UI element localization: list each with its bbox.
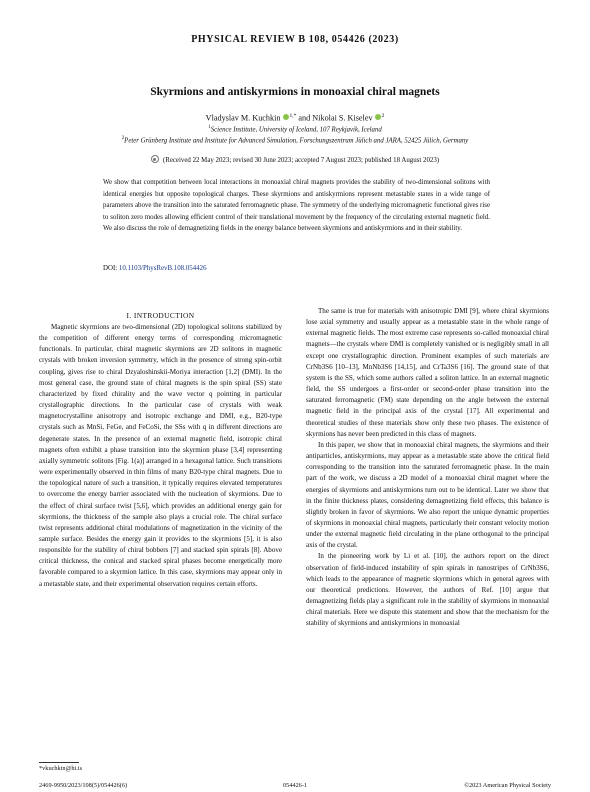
affiliation-2: [0, 136, 590, 144]
right-column: [306, 306, 549, 630]
author-list: [0, 113, 590, 123]
doi-label: DOI:: [103, 265, 118, 272]
footer-copyright: ©2023 American Physical Society: [464, 782, 551, 789]
author-affiliation-mark: 2: [381, 113, 385, 119]
doi-line: [103, 265, 207, 272]
orcid-icon[interactable]: [283, 114, 289, 120]
publication-history: [0, 155, 590, 164]
footnote-rule: [39, 762, 79, 763]
affiliation-mark: 1: [208, 125, 211, 130]
body-paragraph: In this paper, we show that in monoaxial chiral magnets, the skyrmions and their antiparticles, antiskyrmions, may appear as a metastable state above the critical field corresponding to the transition into the saturated ferromagnetic phase. In the main part of the work, we discuss a 2D model of a monoaxial chiral magnet where the energies of skyrmions and antiskyrmions turn out to be identical. Later we show that in the finite thickness plates, considering demagnetizing field effects, this balance is slightly broken in favor of skyrmions. We also report the unique dynamic properties of skyrmions in monoaxial chiral magnets, particularly their constant velocity motion under the external magnetic field circulating in the plane orthogonal to the principal axis of the crystal.: [306, 440, 549, 550]
author-name[interactable]: Vladyslav M. Kuchkin: [205, 113, 281, 123]
orcid-icon[interactable]: [375, 114, 381, 120]
article-title: Skyrmions and antiskyrmions in monoaxial chiral magnets: [150, 86, 440, 98]
affiliation-text: Science Institute, University of Iceland, 107 Reykjavík, Iceland: [210, 126, 382, 134]
affiliation-mark: 2: [121, 136, 125, 141]
footer-page-number: 054426-1: [282, 782, 308, 789]
author-name[interactable]: Nikolai S. Kiselev: [312, 113, 373, 123]
journal-header: PHYSICAL REVIEW B 108, 054426 (2023): [191, 34, 399, 45]
abstract: We show that competition between local interactions in monoaxial chiral magnets provides the stability of two-dimensional solitons with identical energies but opposite topological charges. These skyrmions and antiskyrmions represent metastable states in a wide range of parameters above the transition into the saturated ferromagnetic phase. The symmetry of the underlying micromagnetic functional gives rise to soliton zero modes allowing efficient control of their translational movement by the frequency of the circulating external magnetic field. We also discuss the role of demagnetizing fields in the energy balance between skyrmions and antiskyrmions and in their stability.: [103, 179, 490, 233]
body-paragraph: The same is true for materials with anisotropic DMI [9], where chiral skyrmions lose axial symmetry and usually appear as a metastable state in the whole range of external magnetic fields. The most extreme case represents so-called monoaxial chiral magnets—the crystals where DMI is completely vanished or is negligibly small in all except one crystallographic direction. Prominent examples of such materials are CrNb3S6 [10–13], MnNb3S6 [14,15], and CrTa3S6 [16]. The ground state of that system is the SS, which some authors called a soliton lattice. In an external magnetic field, the SS undergoes a first-order or second-order phase transition into the saturated ferromagnetic (FM) state depending on the angle between the external magnetic field in the principal axis of the crystal [17]. All experimental and theoretical studies of these materials show only these two phases. The existence of skyrmions has never been predicted in this class of magnets.: [306, 307, 549, 438]
body-paragraph: In the pioneering work by Li et al. [10], the authors report on the direct observation of field-induced instability of spin spirals in nanostripes of CrNb3S6, which leads to the appearance of magnetic skyrmions which in general agrees with our theoretical predictions. However, the authors of Ref. [10] argue that demagnetizing fields play a significant role in the stability of skyrmions in monoaxial chiral materials. Here we dispute this statement and show that the mechanism for the stability of skyrmions and antiskyrmions in monoaxial: [306, 552, 549, 628]
doi-link[interactable]: 10.1103/PhysRevB.108.054426: [118, 265, 207, 272]
affiliation-text: Peter Grünberg Institute and Institute for Advanced Simulation, Forschungszentrum Jülich and JARA, 52425 Jülich, Germany: [124, 137, 469, 145]
affiliation-1: [0, 125, 590, 133]
body-paragraph: Magnetic skyrmions are two-dimensional (2D) topological solitons stabilized by the competition of different energy terms of corresponding micromagnetic functionals. In particular, chiral magnetic skyrmions are 2D solitons in magnetic crystals with broken inversion symmetry, which in the presence of strong spin-orbit coupling, gives rise to chiral Dzyaloshinskii-Moriya interaction [1,2] (DMI). In the most general case, the ground state of chiral magnets is the spin spiral (SS) state characterized by fixed chirality and the wave vector q pointing in particular crystallographic directions. In the particular case of crystals with weak magnetocrystalline anisotropy and isotropic exchange and DMI, e.g., B20-type crystals such as MnSi, FeGe, and FeCoSi, the SSs with q in different directions are degenerate states. In the presence of an external magnetic field, isotropic chiral magnets often exhibit a phase transition into the skyrmion phase [3,4] representing axially symmetric solitons [Fig. 1(a)] arranged in a hexagonal lattice. Such transitions were experimentally observed in thin films of many B20-type chiral magnets. Due to the topological nature of such a transition, it typically requires elevated temperatures to overcome the energy barrier associated with the nucleation of skyrmions. Due to the effect of chiral surface twist [5,6], which provides an additional energy gain for skyrmions, the thickness of the sample also plays a crucial role. The chiral surface twist represents additional chiral modulations of magnetization in the vicinity of the sample surface. Besides the energy gain it provides to the skyrmions [5], it is also responsible for the stability of chiral bobbers [7] and stacked spin spirals [8]. Above critical thickness, the conical and stacked spiral phases become energetically more favorable compared to a skyrmion lattice. In this case, skyrmions may appear only in a metastable state, and their experimental observation requires certain efforts.: [39, 323, 282, 588]
author-separator: and: [296, 113, 313, 123]
received-dates: (Received 22 May 2023; revised 30 June 2023; accepted 7 August 2023; published 18 August 2023): [162, 157, 440, 164]
footnote-email[interactable]: *vkuchkin@hi.is: [39, 765, 83, 772]
check-for-updates-icon[interactable]: [151, 155, 159, 163]
author-affiliation-mark: 1,*: [289, 113, 297, 119]
footer-issn: 2469-9950/2023/108(5)/054426(6): [39, 782, 128, 789]
left-column: [39, 322, 282, 590]
section-heading: I. INTRODUCTION: [126, 311, 195, 320]
